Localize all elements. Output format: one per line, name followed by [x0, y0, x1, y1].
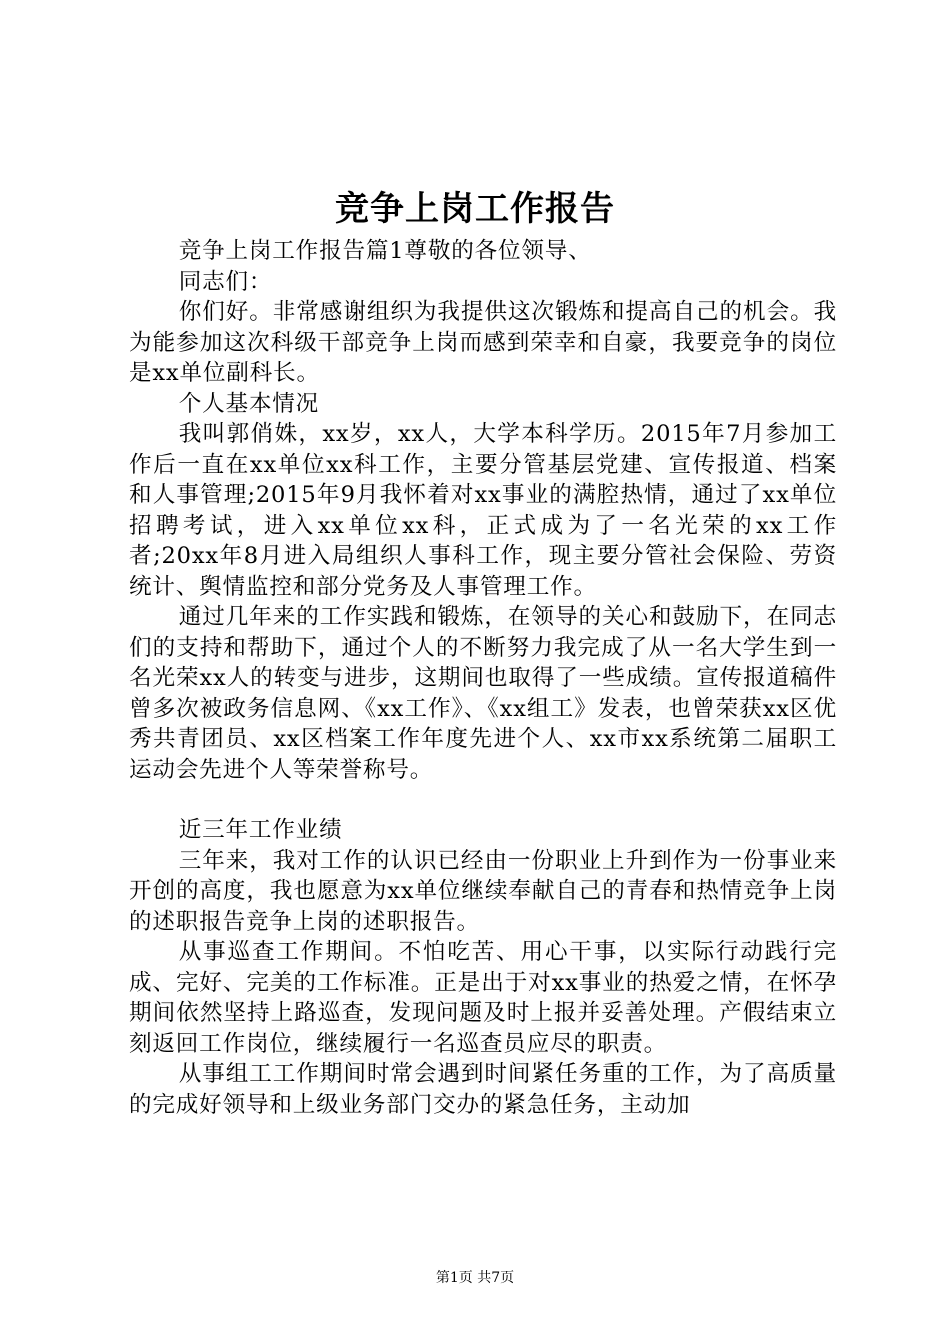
- page-footer: 第1页 共7页: [435, 1270, 515, 1286]
- paragraph-intro: 你们好。非常感谢组织为我提供这次锻炼和提高自己的机会。我为能参加这次科级干部竞争上岗而感到荣幸和自豪，我要竞争的岗位是xx单位副科长。: [129, 299, 837, 386]
- section-heading-performance: 近三年工作业绩: [178, 817, 343, 843]
- paragraph-greeting: 竞争上岗工作报告篇1尊敬的各位领导、: [178, 238, 592, 264]
- section-heading-basic-info: 个人基本情况: [178, 390, 320, 417]
- document-body: [129, 236, 837, 1120]
- paragraph-performance: 三年来，我对工作的认识已经由一份职业上升到作为一份事业来开创的高度，我也愿意为xx单位继续奉献自己的青春和热情竞争上岗的述职报告竞争上岗的述职报告。: [129, 847, 837, 935]
- paragraph-achievements: 通过几年来的工作实践和锻炼，在领导的关心和鼓励下，在同志们的支持和帮助下，通过个人的不断努力我完成了从一名大学生到一名光荣xx人的转变与进步，这期间也取得了一些成绩。宣传报道稿件曾多次被政务信息网、《xx工作》、《xx组工》发表，也曾荣获xx区优秀共青团员、xx区档案工作年度先进个人、xx市xx系统第二届职工运动会先进个人等荣誉称号。: [129, 604, 837, 783]
- paragraph-organization-work: 从事组工工作期间时常会遇到时间紧任务重的工作，为了高质量的完成好领导和上级业务部门交办的紧急任务，主动加: [129, 1061, 837, 1118]
- paragraph-salutation: 同志们：: [178, 268, 273, 295]
- paragraph-basic-info: 我叫郭俏姝，xx岁，xx人，大学本科学历。2015年7月参加工作后一直在xx单位xx科工作，主要分管基层党建、宣传报道、档案和人事管理;2015年9月我怀着对xx事业的满腔热情，通过了xx单位招聘考试，进入xx单位xx科，正式成为了一名光荣的xx工作者;20xx年8月进入局组织人事科工作，现主要分管社会保险、劳资统计、舆情监控和部分党务及人事管理工作。: [129, 421, 837, 600]
- document-title: 竞争上岗工作报告: [335, 189, 615, 229]
- paragraph-inspection: 从事巡查工作期间。不怕吃苦、用心干事，以实际行动践行完成、完好、完美的工作标准。正是出于对xx事业的热爱之情，在怀孕期间依然坚持上路巡查，发现问题及时上报并妥善处理。产假结束立刻返回工作岗位，继续履行一名巡查员应尽的职责。: [129, 939, 837, 1057]
